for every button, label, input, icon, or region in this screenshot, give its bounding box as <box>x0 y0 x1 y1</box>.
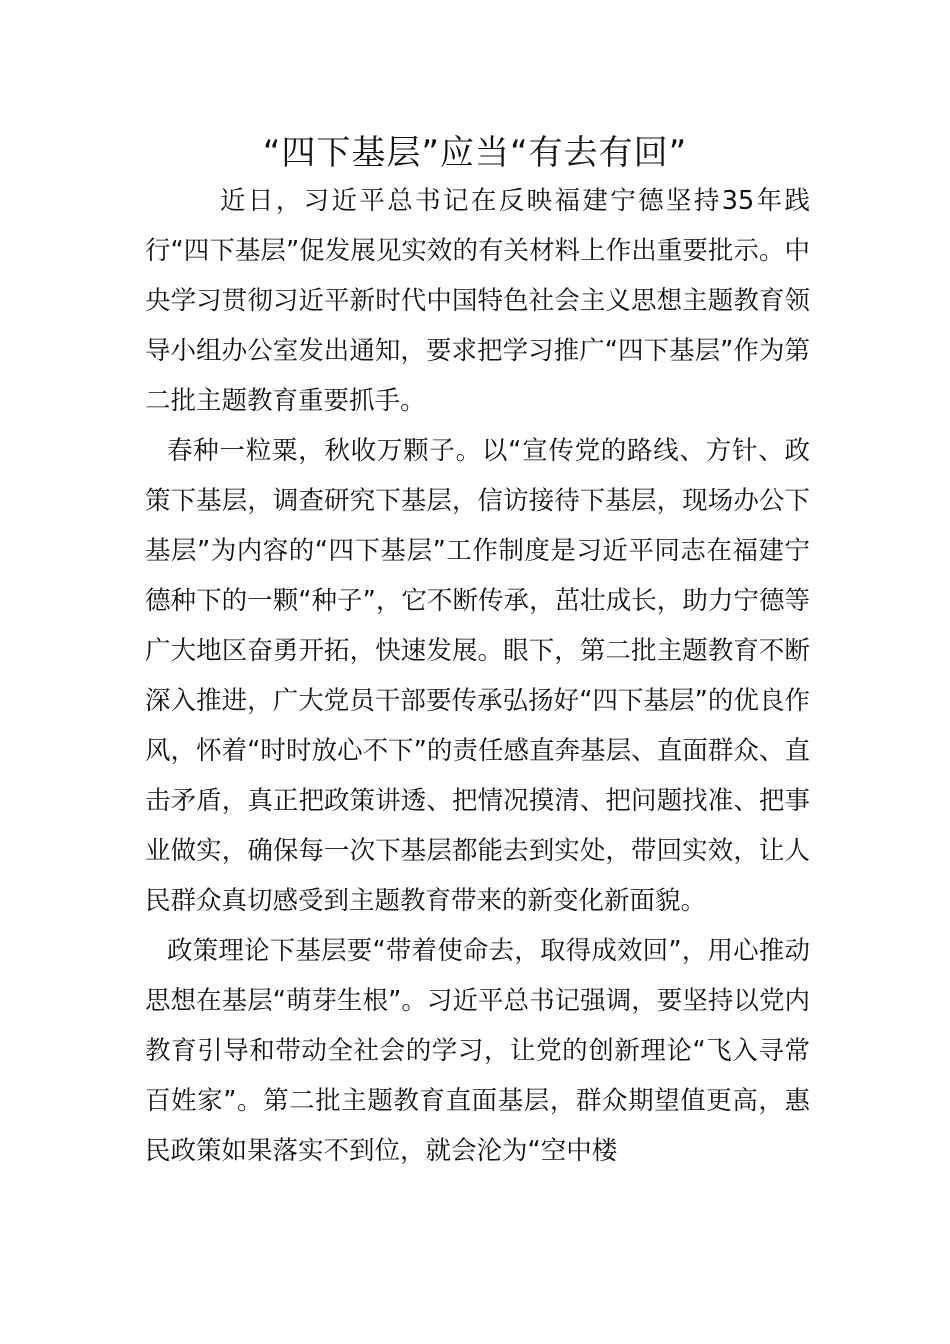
document-body <box>145 176 810 1176</box>
paragraph-3: 政策理论下基层要“带着使命去，取得成效回”，用心推动思想在基层“萌芽生根”。习近平总书记强调，要坚持以党内教育引导和带动全社会的学习，让党的创新理论“飞入寻常百姓家”。第二批主题教育直面基层，群众期望值更高，惠民政策如果落实不到位，就会沦为“空中楼 <box>145 936 810 1166</box>
document-title: “四下基层”应当“有去有回” <box>262 133 688 173</box>
paragraph-2: 春种一粒粟，秋收万颗子。以“宣传党的路线、方针、政策下基层，调查研究下基层，信访接待下基层，现场办公下基层”为内容的“四下基层”工作制度是习近平同志在福建宁德种下的一颗“种子”，它不断传承，茁壮成长，助力宁德等广大地区奋勇开拓，快速发展。眼下，第二批主题教育不断深入推进，广大党员干部要传承弘扬好“四下基层”的优良作风，怀着“时时放心不下”的责任感直奔基层、直面群众、直击矛盾，真正把政策讲透、把情况摸清、把问题找准、把事业做实，确保每一次下基层都能去到实处，带回实效，让人民群众真切感受到主题教育带来的新变化新面貌。 <box>145 436 810 916</box>
paragraph-1: 近日，习近平总书记在反映福建宁德坚持35年践行“四下基层”促发展见实效的有关材料上作出重要批示。中央学习贯彻习近平新时代中国特色社会主义思想主题教育领导小组办公室发出通知，要求把学习推广“四下基层”作为第二批主题教育重要抓手。 <box>145 186 810 416</box>
